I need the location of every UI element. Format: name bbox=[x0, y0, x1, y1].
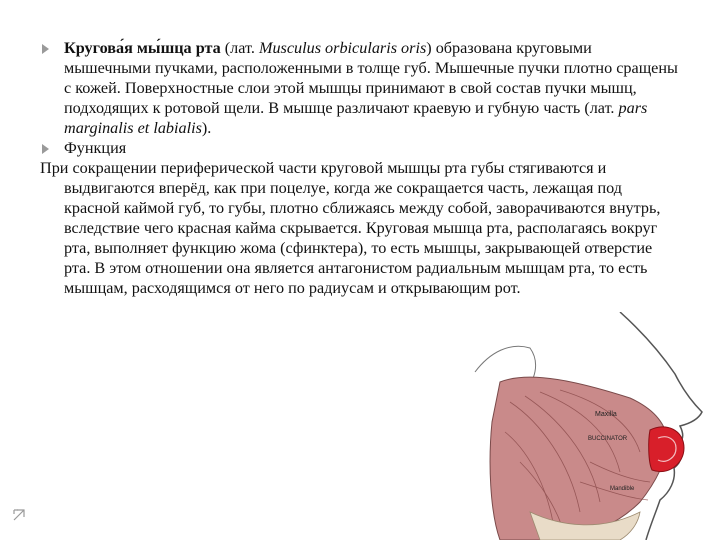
latin-parts: pars marginalis et labialis bbox=[64, 99, 648, 137]
muscle-term: Кругова́я мы́шца рта bbox=[64, 39, 221, 57]
mandible-label: Mandible bbox=[610, 486, 635, 492]
maxilla-label: Maxilla bbox=[595, 411, 617, 418]
paragraph-function-text: При сокращении периферической части круговой мышцы рта губы стягиваются и выдвигаются вперёд, как при поцелуе, когда же сокращается часть, лежащая под красной каймой губ, то губы, плотно сближаясь между собой, заворачиваются внутрь, вследствие чего красная кайма скрывается. Круговая мышца рта, располагаясь вокруг рта, выполняет функцию жома (сфинктера), то есть мышцы, закрывающей отверстие рта. В этом отношении она является антагонистом радиальным мышцам рта, то есть мышцам, расходящимся от него по радиусам и открывающим рот. bbox=[40, 159, 661, 297]
triangle-bullet-icon bbox=[42, 144, 49, 154]
paragraph-function-heading: Функция bbox=[40, 138, 680, 158]
face-muscle-illustration bbox=[470, 312, 720, 540]
slide-corner-icon bbox=[12, 508, 26, 522]
buccinator-label: BUCCINATOR bbox=[588, 436, 628, 442]
text-block bbox=[40, 38, 680, 298]
triangle-bullet-icon bbox=[42, 44, 49, 54]
latin-name: Musculus orbicularis oris bbox=[258, 39, 427, 57]
paragraph-orbicularis: Кругова́я мы́шца рта (лат. Musculus orbicularis oris) образована круговыми мышечными пучками, расположенными в толще губ. Мышечные пучки плотно сращены с кожей. Поверхностные слои этой мышцы принимают в свой состав пучки мышц, подходящих к ротовой щели. В мышце различают краевую и губную часть (лат. pars marginalis et labialis). bbox=[40, 38, 680, 138]
